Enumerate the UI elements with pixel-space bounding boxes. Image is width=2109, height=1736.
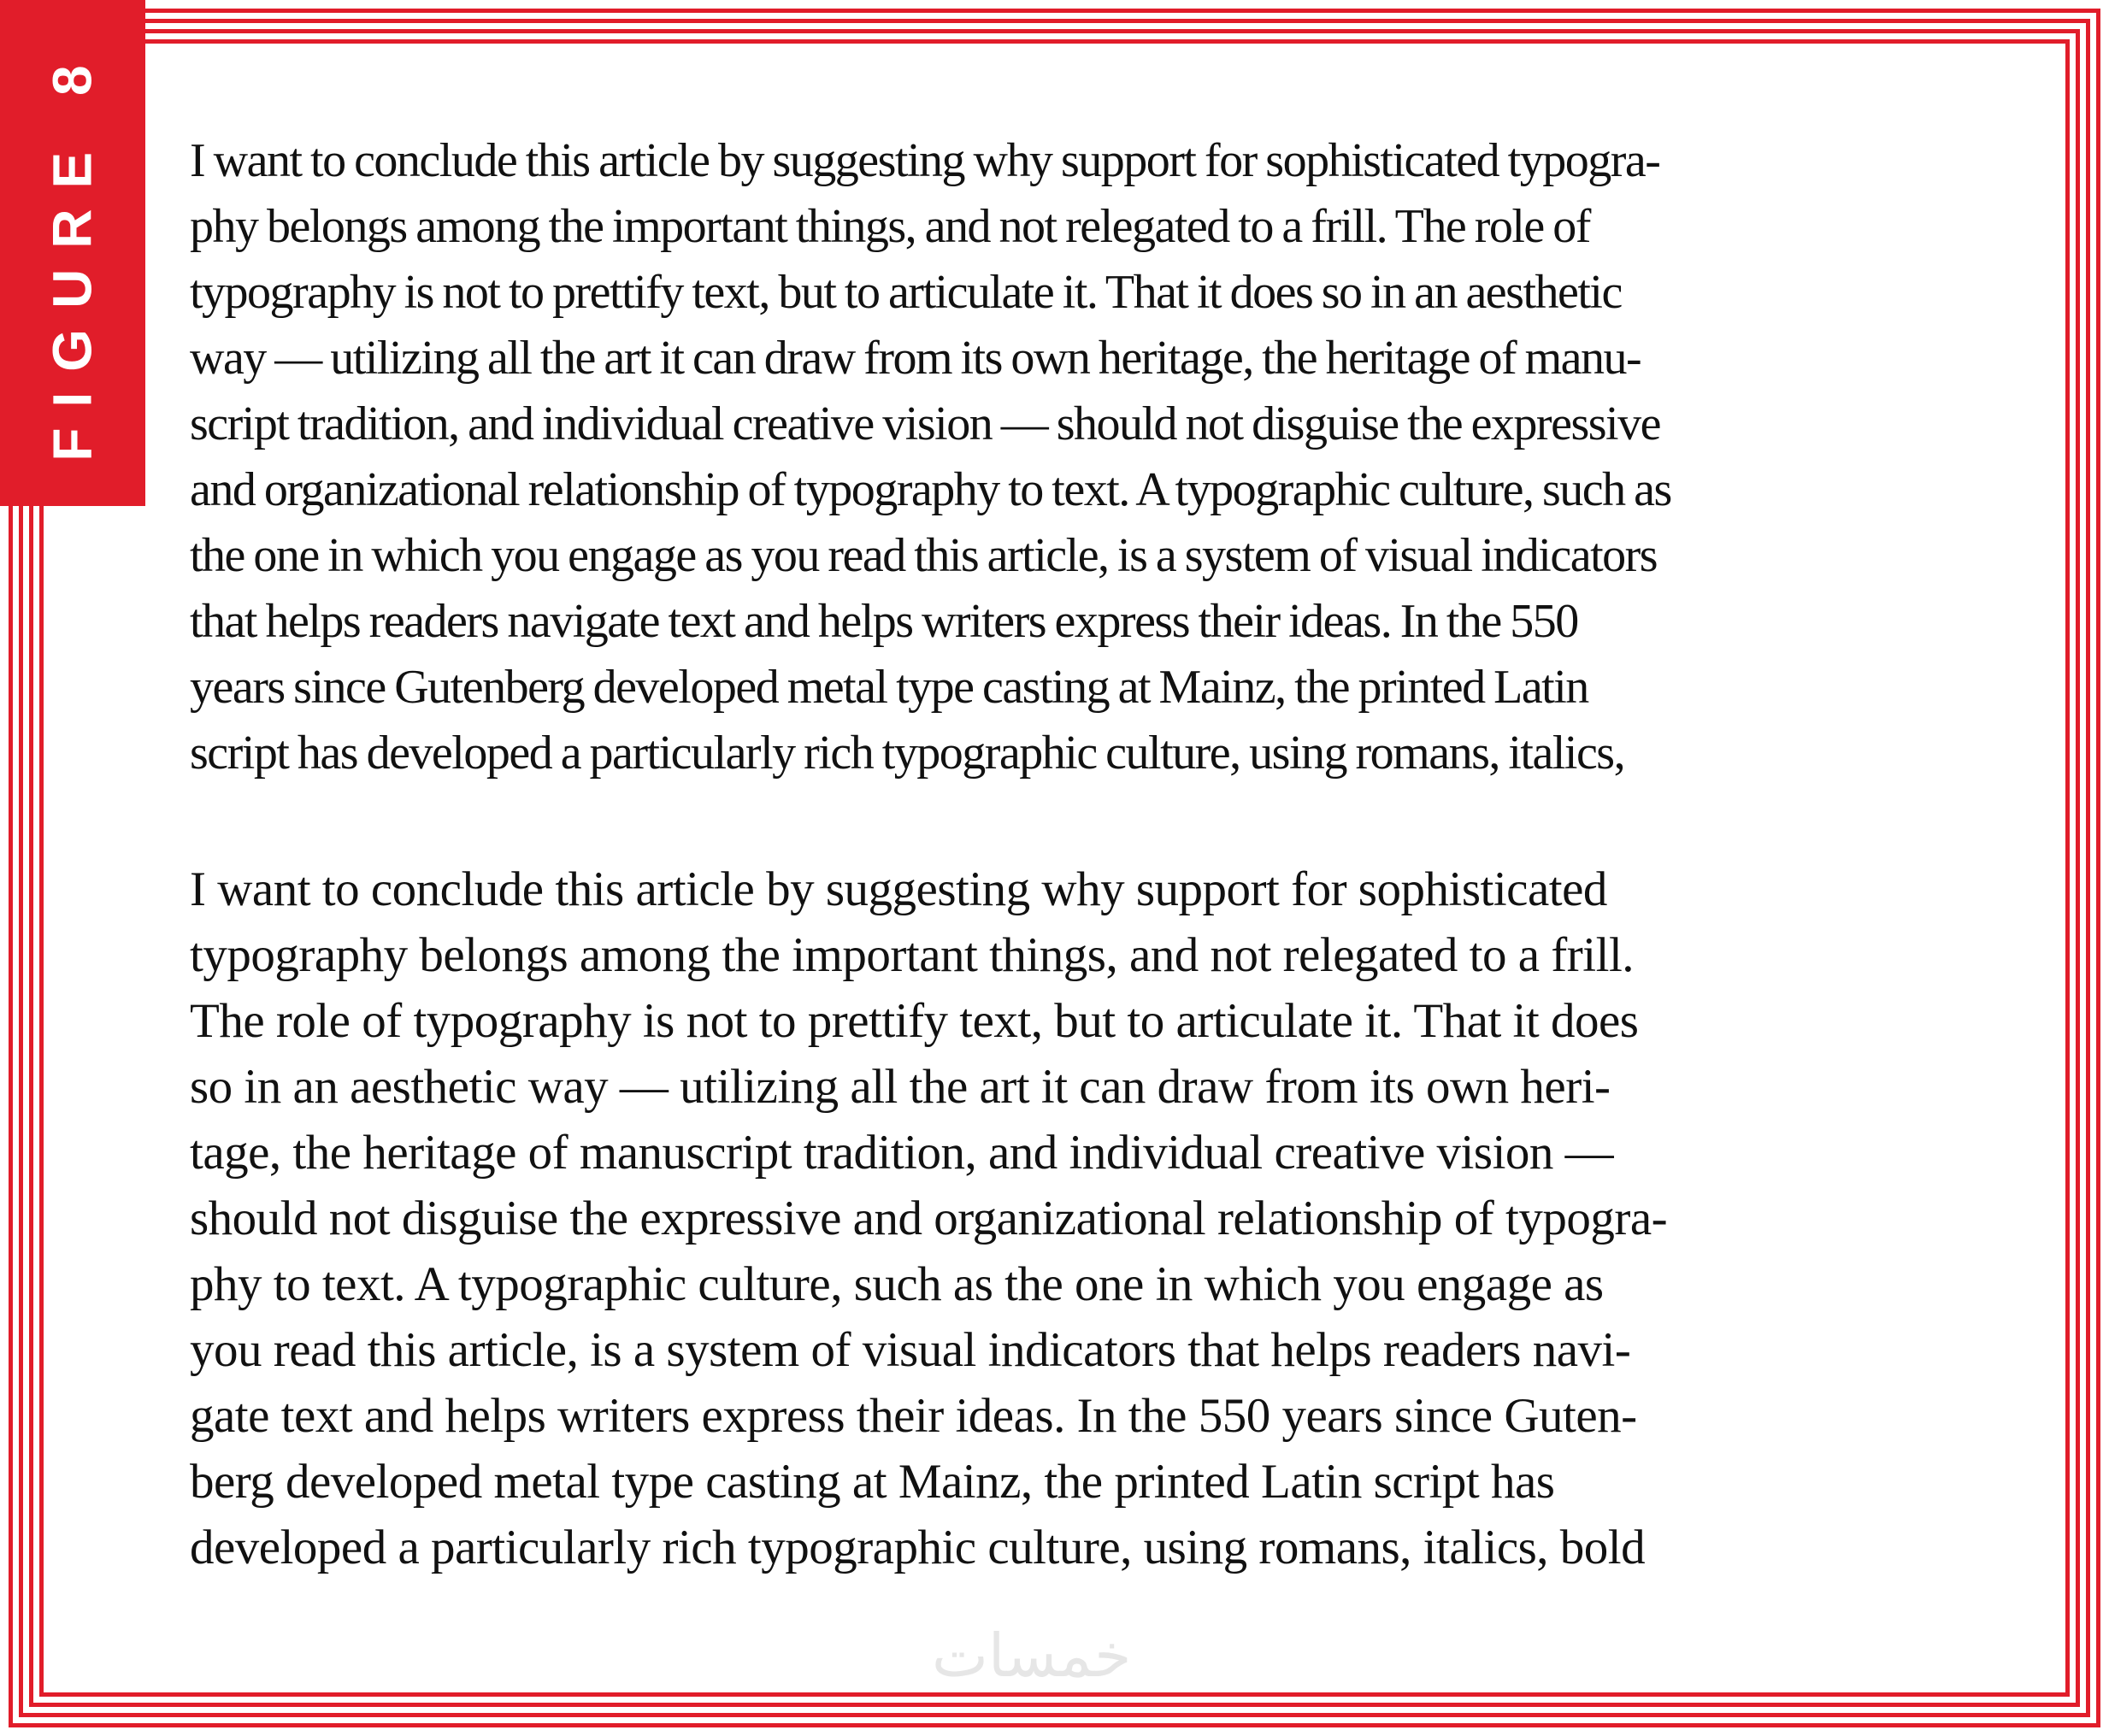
- paragraph-gap: [190, 786, 1959, 856]
- watermark: خمسات: [932, 1621, 1132, 1691]
- figure-label: FIGURE 8: [42, 44, 103, 462]
- figure-tab: [0, 0, 145, 506]
- paragraph-sample-2: I want to conclude this article by suggesting why support for sophisticated typography belongs among the important things, and not relegated to a frill. The role of typography is not to prettify text, but to articulate it. That it does so in an aesthetic way — utilizing all the art it can draw from its own heri- tage, the heritage of manuscript tradition, and individual creative vision — should not disguise the expressive and organizational relationship of typogra- phy to text. A typographic culture, such as the one in which you engage as you read this article, is a system of visual indicators that helps readers navi- gate text and helps writers express their ideas. In the 550 years since Guten- berg developed metal type casting at Mainz, the printed Latin script has developed a particularly rich typographic culture, using romans, italics, bold: [190, 862, 1668, 1574]
- paragraph-sample-1: I want to conclude this article by suggesting why support for sophisticated typogra- phy belongs among the important things, and not relegated to a frill. The role of typography is not to prettify text, but to articulate it. That it does so in an aesthetic way — utilizing all the art it can draw from its own heritage, the heritage of manu- script tradition, and individual creative vision — should not disguise the expressive and organizational relationship of typography to text. A typographic culture, such as the one in which you engage as you read this article, is a system of visual indicators that helps readers navigate text and helps writers express their ideas. In the 550 years since Gutenberg developed metal type casting at Mainz, the printed Latin script has developed a particularly rich typographic culture, using romans, italics,: [190, 134, 1671, 780]
- text-sample-area: [190, 128, 1959, 1580]
